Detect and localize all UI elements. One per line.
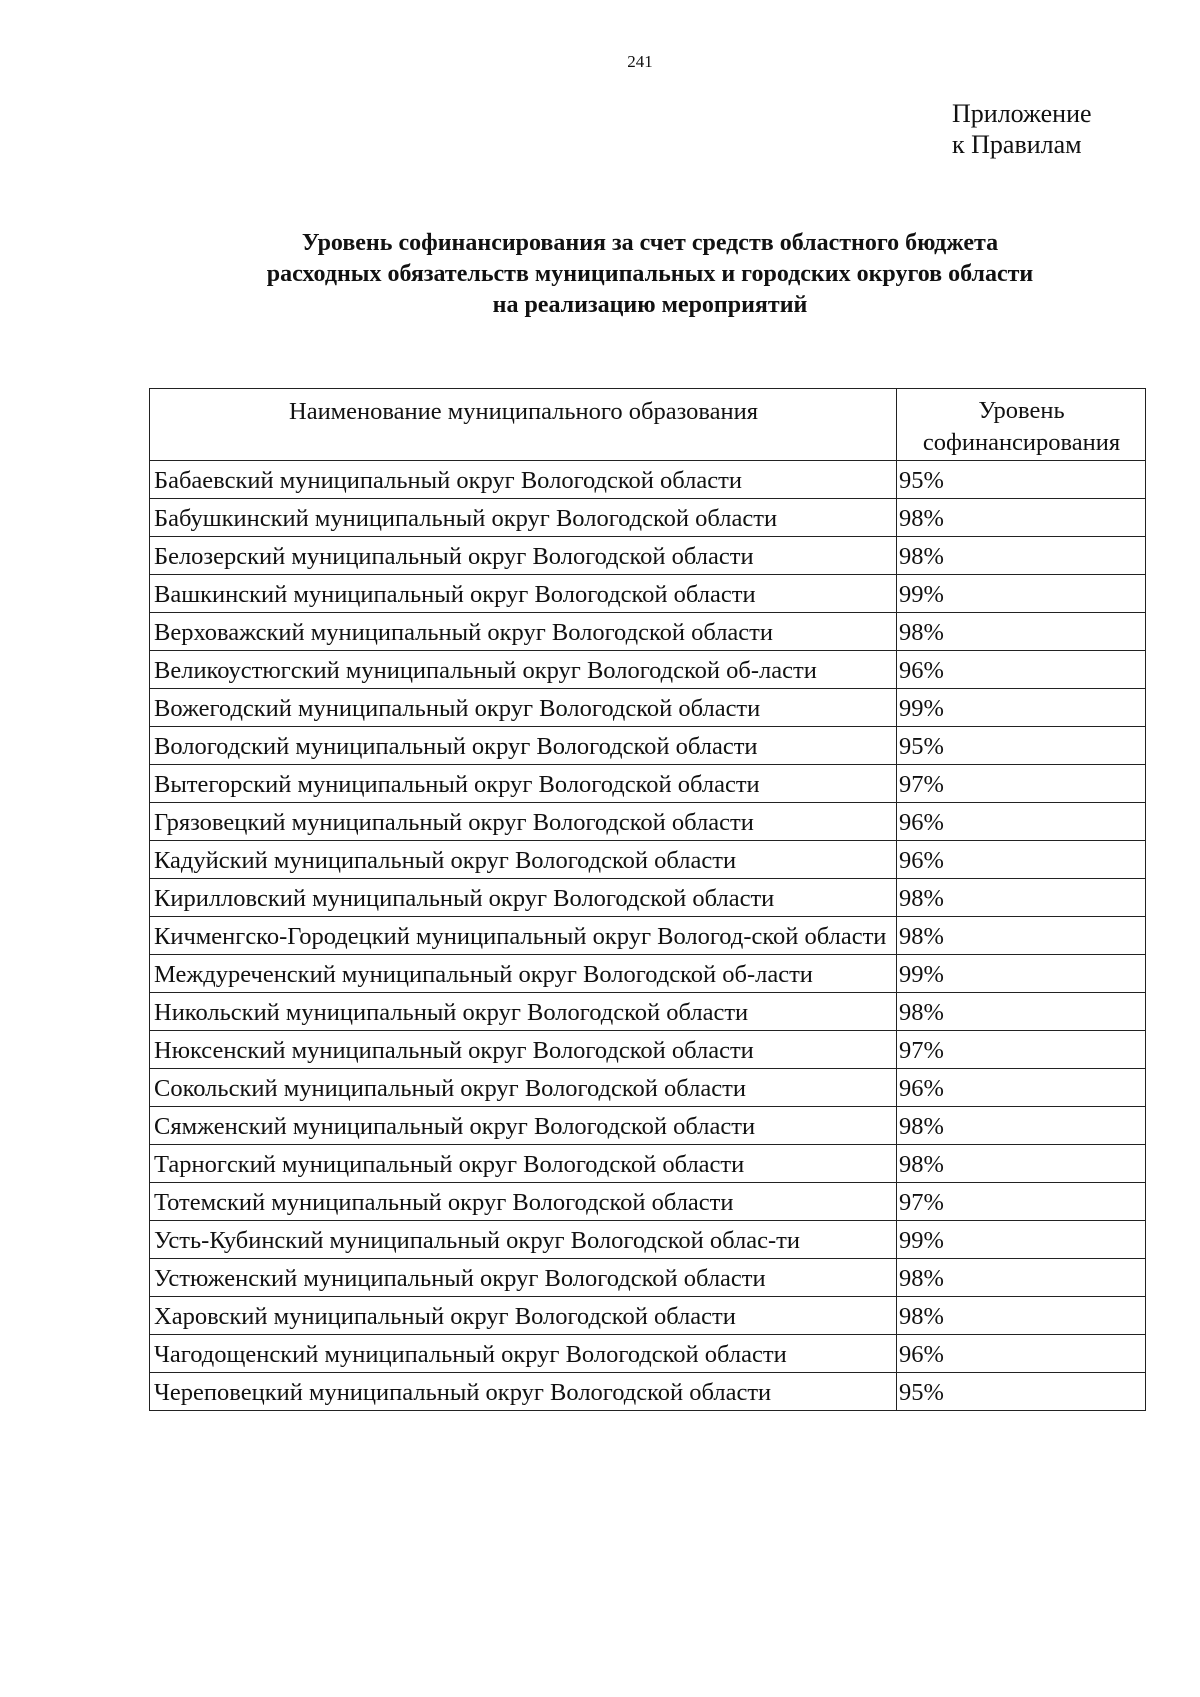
cofinancing-level-cell: 99%: [897, 1221, 1146, 1259]
municipality-name-cell: Вашкинский муниципальный округ Вологодской области: [150, 575, 897, 613]
table-row: [150, 575, 1146, 613]
cofinancing-level-cell: 98%: [897, 1297, 1146, 1335]
cofinancing-level-cell: 98%: [897, 499, 1146, 537]
title-line-2: расходных обязательств муниципальных и городских округов области: [266, 261, 1034, 287]
annex-label: [952, 98, 1092, 160]
page-number: 241: [627, 52, 653, 71]
municipality-name-cell: Нюксенский муниципальный округ Вологодской области: [150, 1031, 897, 1069]
title-line-3: на реализацию мероприятий: [492, 292, 808, 318]
municipality-name-cell: Междуреченский муниципальный округ Вологодской об-ласти: [150, 955, 897, 993]
cofinancing-level-cell: 98%: [897, 1259, 1146, 1297]
table-row: [150, 879, 1146, 917]
cofinancing-level-cell: 95%: [897, 1373, 1146, 1411]
table-row: [150, 499, 1146, 537]
table-row: [150, 1183, 1146, 1221]
municipality-name-cell: Кичменгско-Городецкий муниципальный округ Вологод-ской области: [150, 917, 897, 955]
municipality-name-cell: Сямженский муниципальный округ Вологодской области: [150, 1107, 897, 1145]
table-row: [150, 1031, 1146, 1069]
cofinancing-level-cell: 97%: [897, 1031, 1146, 1069]
table-row: [150, 651, 1146, 689]
table-row: [150, 1297, 1146, 1335]
header-level-line-2: софинансирования: [922, 429, 1121, 456]
table-row: [150, 1335, 1146, 1373]
municipality-name-cell: Кадуйский муниципальный округ Вологодской области: [150, 841, 897, 879]
cofinancing-level-cell: 96%: [897, 803, 1146, 841]
municipality-name-cell: Вытегорский муниципальный округ Вологодской области: [150, 765, 897, 803]
municipality-name-cell: Верховажский муниципальный округ Вологодской области: [150, 613, 897, 651]
cofinancing-level-cell: 95%: [897, 461, 1146, 499]
cofinancing-level-cell: 98%: [897, 993, 1146, 1031]
municipality-name-cell: Харовский муниципальный округ Вологодской области: [150, 1297, 897, 1335]
municipality-name-cell: Вожегодский муниципальный округ Вологодской области: [150, 689, 897, 727]
table-row: [150, 1069, 1146, 1107]
municipality-name-cell: Никольский муниципальный округ Вологодской области: [150, 993, 897, 1031]
table-row: [150, 1221, 1146, 1259]
cofinancing-level-cell: 98%: [897, 1107, 1146, 1145]
cofinancing-table: [149, 388, 1146, 1411]
document-title: [140, 228, 1160, 321]
table-header-row: [150, 389, 1146, 461]
municipality-name-cell: Бабушкинский муниципальный округ Вологодской области: [150, 499, 897, 537]
table-row: [150, 841, 1146, 879]
municipality-name-cell: Устюженский муниципальный округ Вологодской области: [150, 1259, 897, 1297]
cofinancing-level-cell: 96%: [897, 1335, 1146, 1373]
municipality-name-cell: Грязовецкий муниципальный округ Вологодской области: [150, 803, 897, 841]
municipality-name-cell: Белозерский муниципальный округ Вологодской области: [150, 537, 897, 575]
table-row: [150, 765, 1146, 803]
municipality-name-cell: Кирилловский муниципальный округ Вологодской области: [150, 879, 897, 917]
municipality-name-cell: Сокольский муниципальный округ Вологодской области: [150, 1069, 897, 1107]
cofinancing-level-cell: 96%: [897, 651, 1146, 689]
table-row: [150, 613, 1146, 651]
table-row: [150, 727, 1146, 765]
table-row: [150, 955, 1146, 993]
annex-line-2: к Правилам: [952, 130, 1082, 159]
table-row: [150, 993, 1146, 1031]
cofinancing-level-cell: 99%: [897, 689, 1146, 727]
cofinancing-level-cell: 96%: [897, 841, 1146, 879]
cofinancing-level-cell: 99%: [897, 955, 1146, 993]
municipality-name-cell: Великоустюгский муниципальный округ Вологодской об-ласти: [150, 651, 897, 689]
table-row: [150, 1373, 1146, 1411]
table-body: [150, 461, 1146, 1411]
cofinancing-level-cell: 97%: [897, 1183, 1146, 1221]
table-row: [150, 1107, 1146, 1145]
annex-line-1: Приложение: [952, 99, 1092, 128]
cofinancing-level-cell: 98%: [897, 917, 1146, 955]
table-row: [150, 1259, 1146, 1297]
municipality-name-cell: Тарногский муниципальный округ Вологодской области: [150, 1145, 897, 1183]
municipality-name-cell: Бабаевский муниципальный округ Вологодской области: [150, 461, 897, 499]
table-row: [150, 917, 1146, 955]
table-row: [150, 689, 1146, 727]
header-municipality-name: Наименование муниципального образования: [150, 389, 897, 461]
header-level-line-1: Уровень: [978, 397, 1065, 424]
cofinancing-level-cell: 95%: [897, 727, 1146, 765]
cofinancing-level-cell: 99%: [897, 575, 1146, 613]
table-row: [150, 803, 1146, 841]
title-line-1: Уровень софинансирования за счет средств областного бюджета: [301, 230, 999, 256]
header-cofinancing-level: [897, 389, 1146, 461]
municipality-name-cell: Чагодощенский муниципальный округ Вологодской области: [150, 1335, 897, 1373]
table-row: [150, 461, 1146, 499]
municipality-name-cell: Вологодский муниципальный округ Вологодской области: [150, 727, 897, 765]
cofinancing-level-cell: 98%: [897, 613, 1146, 651]
cofinancing-level-cell: 98%: [897, 879, 1146, 917]
table-row: [150, 537, 1146, 575]
cofinancing-level-cell: 97%: [897, 765, 1146, 803]
municipality-name-cell: Тотемский муниципальный округ Вологодской области: [150, 1183, 897, 1221]
cofinancing-level-cell: 98%: [897, 1145, 1146, 1183]
municipality-name-cell: Череповецкий муниципальный округ Вологодской области: [150, 1373, 897, 1411]
cofinancing-level-cell: 98%: [897, 537, 1146, 575]
municipality-name-cell: Усть-Кубинский муниципальный округ Вологодской облас-ти: [150, 1221, 897, 1259]
cofinancing-level-cell: 96%: [897, 1069, 1146, 1107]
table-row: [150, 1145, 1146, 1183]
